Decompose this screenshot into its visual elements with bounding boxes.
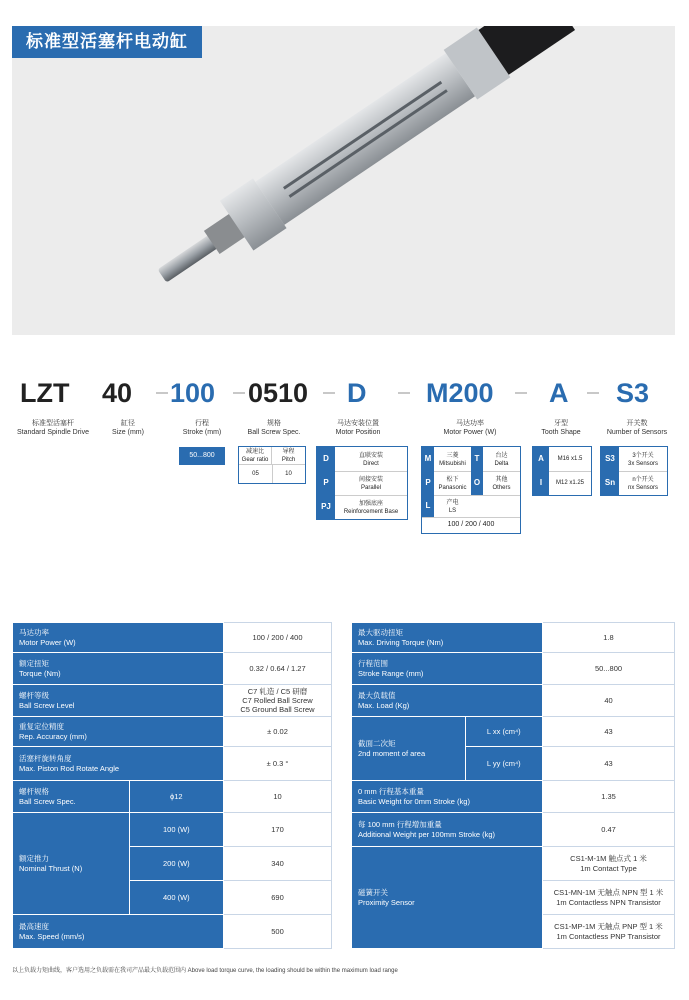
stroke-range-box: 50...800 <box>179 447 225 465</box>
product-image-panel <box>12 26 675 335</box>
code-tooth: A <box>549 378 569 408</box>
dash <box>587 392 599 394</box>
label-sensors: 开关数 Number of Sensors <box>606 420 668 436</box>
motor-position-box <box>316 446 408 520</box>
label-motor-power: 马达功率 Motor Power (W) <box>443 420 497 436</box>
motor-power-box: M 三菱 Mitsubishi T 台达 Delta P 松下 Panasonic O 其他 Others L 产电 LS 100 / 200 / 400 <box>421 446 521 534</box>
spec-table-left: 马达功率 Motor Power (W) 100 / 200 / 400 额定扭矩 Torque (Nm) 0.32 / 0.64 / 1.27 螺杆等级 Ball Screw Level C7 轧造 / C5 研磨 C7 Rolled Ball Screw C5 Ground Ball Screw 重复定位精度 Rep. Accuracy (mm) ± 0.02 活塞杆旋转角度 Max. Piston Rod Rotate Angle ± 0.3 ° 螺杆规格 Ball Screw Spec. ϕ12 10 额定推力 Nominal Thrust (N) 100 (W) 170 200 (W) 340 400 (W) 690 最高速度 Max. Speed (mm/s) 500 <box>12 622 332 949</box>
model-code <box>0 378 689 418</box>
dash <box>323 392 335 394</box>
code-motor-position: D <box>347 378 367 408</box>
dash <box>156 392 168 394</box>
dash <box>233 392 245 394</box>
label-stroke: 行程 Stroke (mm) <box>182 420 222 436</box>
label-size: 缸径 Size (mm) <box>112 420 144 436</box>
motor-position-row: D 直联安装 Direct <box>317 447 407 472</box>
label-screw: 规格 Ball Screw Spec. <box>247 420 301 436</box>
dash <box>515 392 527 394</box>
label-motor-position: 马达安装位置 Motor Position <box>335 420 381 436</box>
motor-position-row: P 间接安装 Parallel <box>317 471 407 496</box>
label-series: 标准型活塞杆 Standard Spindle Drive <box>17 420 89 436</box>
code-size: 40 <box>102 378 133 408</box>
motor-position-row: PJ 加强底座 Reinforcement Base <box>317 495 407 519</box>
sensors-box: S3 3个开关 3x Sensors Sn n个开关 nx Sensors <box>600 446 668 496</box>
actuator-illustration <box>12 26 675 335</box>
page-title: 标准型活塞杆电动缸 <box>12 26 202 58</box>
label-tooth: 牙型 Tooth Shape <box>541 420 581 436</box>
code-motor-power: M200 <box>426 378 494 408</box>
dash <box>398 392 410 394</box>
tooth-shape-box: A M16 x1.5 I M12 x1.25 <box>532 446 592 496</box>
spec-table-right: 最大驱动扭矩 Max. Driving Torque (Nm) 1.8 行程范围 Stroke Range (mm) 50...800 最大负载值 Max. Load (Kg) 40 截面二次矩 2nd moment of area L xx (cm⁴) 43 L yy (cm⁴) 43 0 mm 行程基本重量 Basic Weight for 0mm Stroke (kg) 1.35 每 100 mm 行程增加重量 Additional Weight per 100mm Stroke (kg) 0.47 磁簧开关 Proximity Sensor CS1-M-1M 触点式 1 米 1m Contact Type CS1-MN-1M 无触点 NPN 型 1 米 1m Contactless NPN Transistor CS1-MP-1M 无触点 PNP 型 1 米 1m Contactless PNP Transistor <box>351 622 675 949</box>
code-sensors: S3 <box>616 378 650 408</box>
code-screw: 0510 <box>248 378 309 408</box>
screw-spec-box: 减速比 Gear ratio 导程 Pitch 05 10 <box>238 446 306 484</box>
code-series: LZT <box>20 378 70 408</box>
footnote: 以上负载力矩曲线，客户选用之负载需在我司产品最大负载范围内 Above load torque curve, the loading should be within the maximum load range <box>12 968 398 974</box>
code-stroke: 100 <box>170 378 216 408</box>
